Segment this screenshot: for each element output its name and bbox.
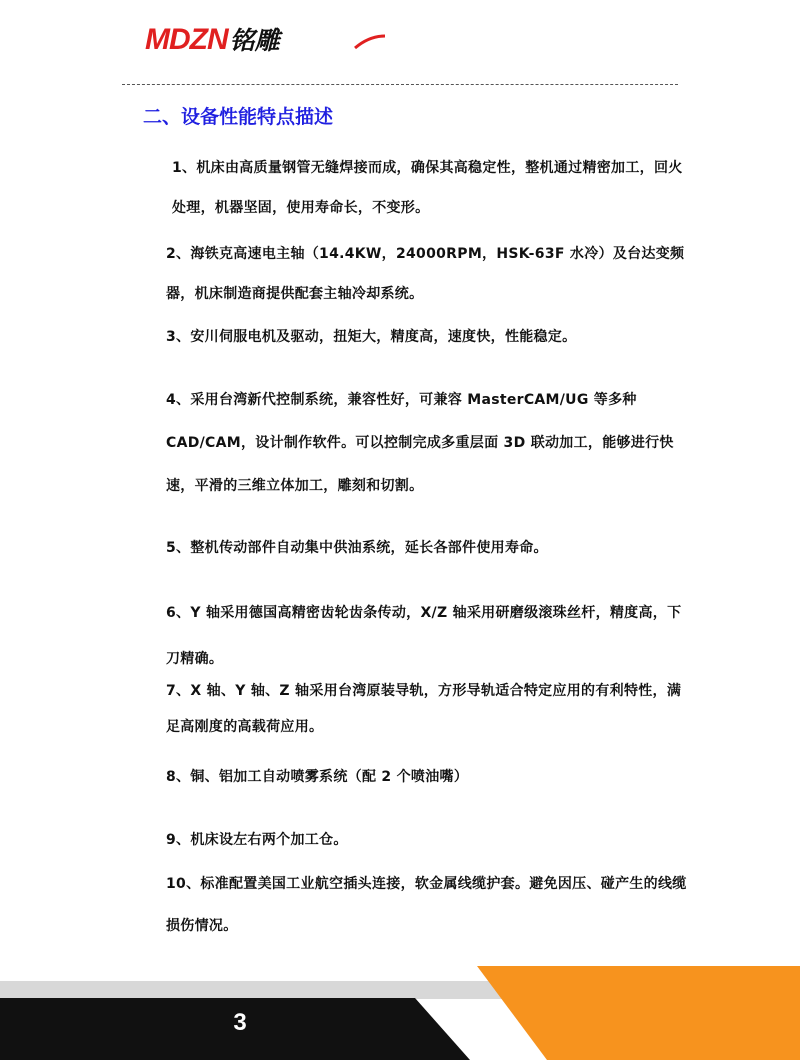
feature-item-7: 7、X 轴、Y 轴、Z 轴采用台湾原装导轨，方形导轨适合特定应用的有利特性，满足高刚度的高载荷应用。 bbox=[166, 683, 682, 735]
logo-chinese-text: 铭雕 bbox=[229, 25, 280, 55]
footer-orange-band bbox=[462, 966, 800, 1060]
section-title: 二、设备性能特点描述 bbox=[143, 106, 334, 128]
feature-item-6: 6、Y 轴采用德国高精密齿轮齿条传动，X/Z 轴采用研磨级滚珠丝杆，精度高，下刀精确。 bbox=[166, 605, 682, 667]
feature-item-1: 1、机床由高质量钢管无缝焊接而成，确保其高稳定性，整机通过精密加工，回火处理，机器坚固，使用寿命长，不变形。 bbox=[172, 160, 683, 216]
feature-item-9: 9、机床设左右两个加工仓。 bbox=[166, 832, 348, 848]
feature-item-5: 5、整机传动部件自动集中供油系统，延长各部件使用寿命。 bbox=[166, 540, 548, 556]
feature-item-4: 4、采用台湾新代控制系统，兼容性好，可兼容 MasterCAM/UG 等多种CAD/CAM，设计制作软件。可以控制完成多重层面 3D 联动加工，能够进行快速，平滑的三维立体加工，雕刻和切割。 bbox=[166, 392, 674, 494]
logo-latin-text: MDZN bbox=[145, 23, 228, 56]
feature-item-10: 10、标准配置美国工业航空插头连接，软金属线缆护套。避免因压、碰产生的线缆损伤情况。 bbox=[166, 876, 687, 934]
feature-item-2: 2、海铁克高速电主轴（14.4KW，24000RPM，HSK-63F 水冷）及台达变频器，机床制造商提供配套主轴冷却系统。 bbox=[166, 246, 685, 302]
header-divider bbox=[122, 84, 678, 85]
page-number: 3 bbox=[233, 1009, 247, 1036]
brand-logo bbox=[145, 20, 280, 60]
feature-item-3: 3、安川伺服电机及驱动，扭矩大，精度高，速度快，性能稳定。 bbox=[166, 329, 577, 345]
feature-item-8: 8、铜、铝加工自动喷雾系统（配 2 个喷油嘴） bbox=[166, 769, 469, 785]
logo-swoosh-icon bbox=[353, 34, 387, 50]
